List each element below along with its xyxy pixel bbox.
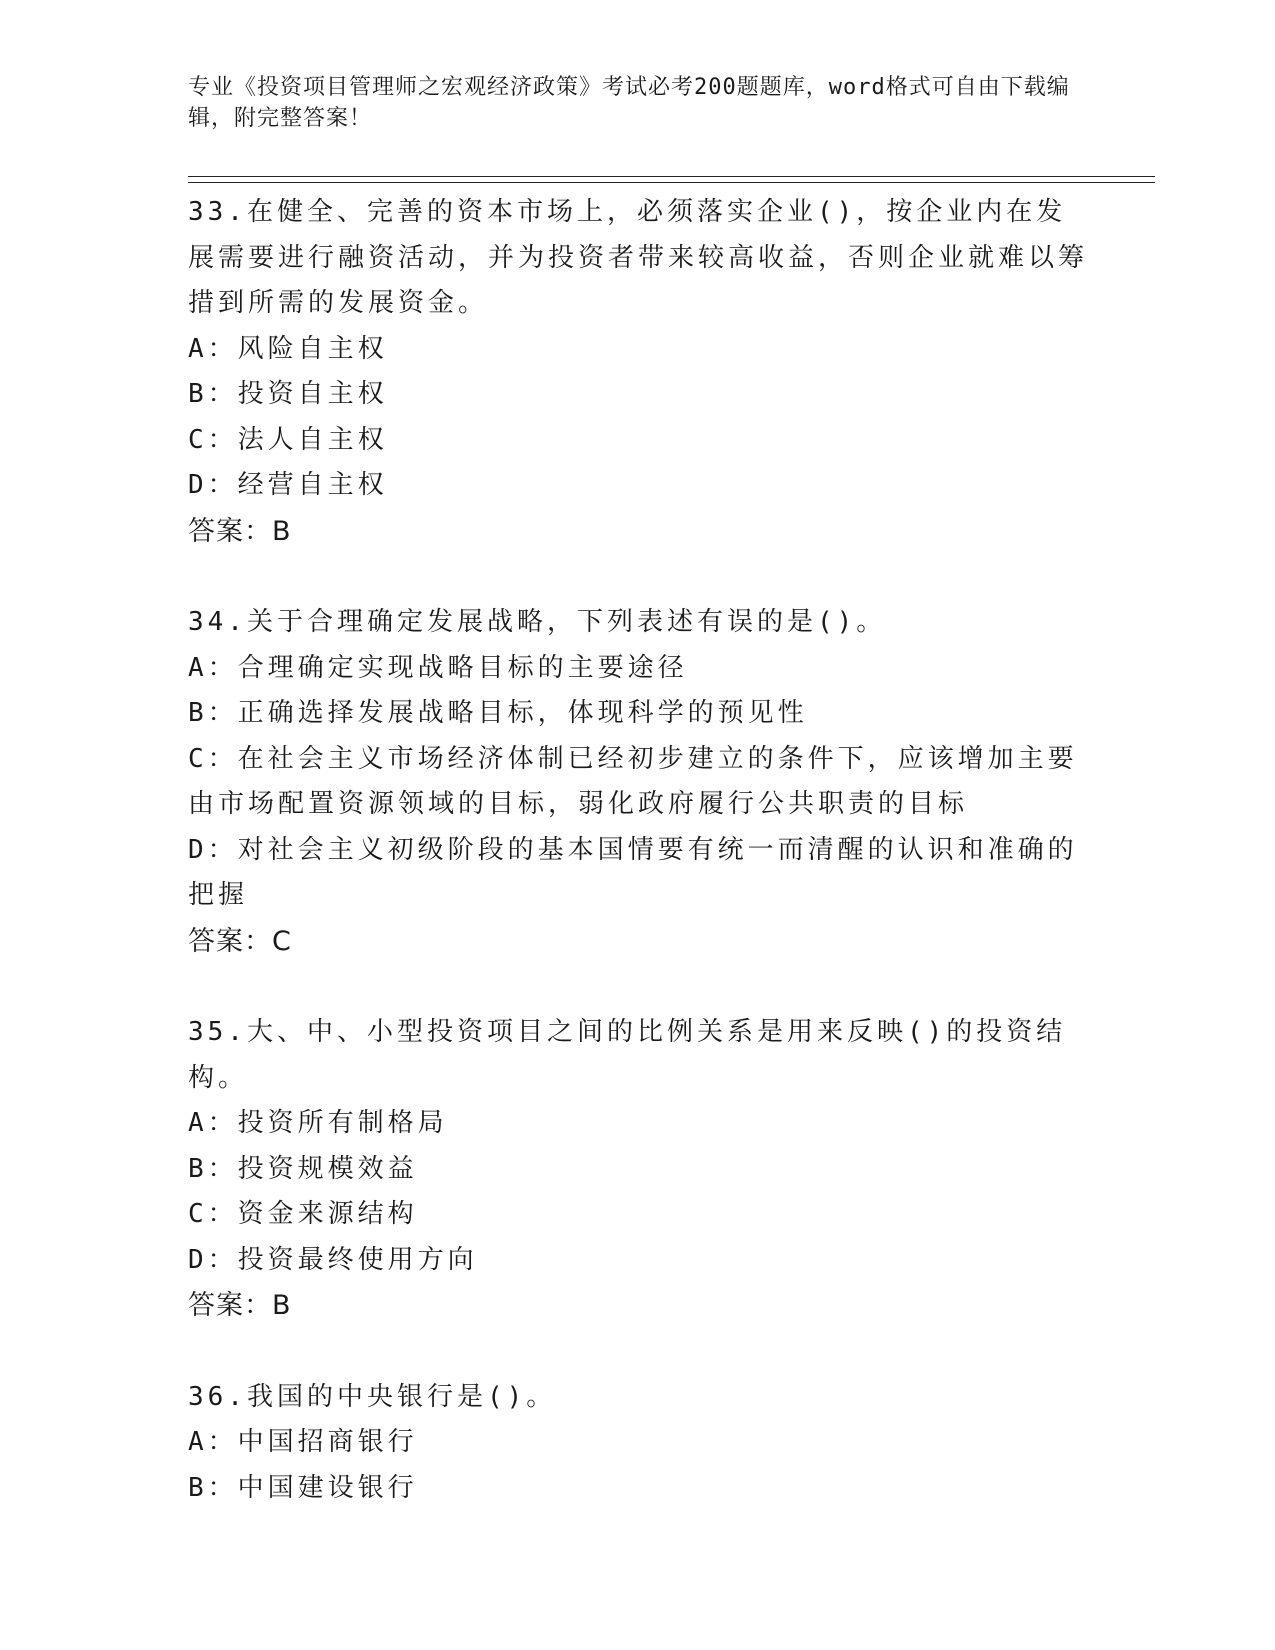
- answer-line: 答案：C: [188, 925, 292, 957]
- question-35: [188, 1010, 1088, 1329]
- answer-line: 答案：B: [188, 515, 292, 547]
- option-a: A：风险自主权: [188, 333, 388, 364]
- option-b: B：投资规模效益: [188, 1153, 418, 1184]
- option-b: B：投资自主权: [188, 379, 388, 409]
- option-d: D：经营自主权: [188, 470, 388, 500]
- question-stem: 35.大、中、小型投资项目之间的比例关系是用来反映()的投资结构。: [188, 1017, 1067, 1093]
- header-rule-bottom: [188, 182, 1155, 183]
- option-c: C：资金来源结构: [188, 1199, 418, 1229]
- option-a: A：中国招商银行: [188, 1427, 418, 1457]
- question-33: [188, 190, 1088, 554]
- question-stem: 36.我国的中央银行是()。: [188, 1381, 557, 1412]
- question-stem: 33.在健全、完善的资本市场上，必须落实企业()，按企业内在发展需要进行融资活动，并为投资者带来较高收益，否则企业就难以筹措到所需的发展资金。: [188, 197, 1089, 318]
- document-header: 专业《投资项目管理师之宏观经济政策》考试必考200题题库，word格式可自由下载编辑，附完整答案！: [188, 75, 1070, 131]
- option-c: C：在社会主义市场经济体制已经初步建立的条件下，应该增加主要由市场配置资源领域的目标，弱化政府履行公共职责的目标: [188, 743, 1078, 819]
- option-a: A：合理确定实现战略目标的主要途径: [188, 652, 688, 683]
- option-b: B：正确选择发展战略目标，体现科学的预见性: [188, 698, 808, 728]
- answer-line: 答案：B: [188, 1290, 292, 1321]
- option-b: B：中国建设银行: [188, 1472, 418, 1503]
- question-stem: 34.关于合理确定发展战略，下列表述有误的是()。: [188, 607, 887, 637]
- option-d: D：对社会主义初级阶段的基本国情要有统一而清醒的认识和准确的把握: [188, 834, 1078, 910]
- option-d: D：投资最终使用方向: [188, 1244, 478, 1275]
- question-34: [188, 600, 1088, 964]
- option-a: A：投资所有制格局: [188, 1108, 448, 1138]
- option-c: C：法人自主权: [188, 424, 388, 455]
- question-36: [188, 1375, 1088, 1512]
- header-rule-top: [188, 176, 1155, 177]
- question-list: [188, 190, 1088, 1557]
